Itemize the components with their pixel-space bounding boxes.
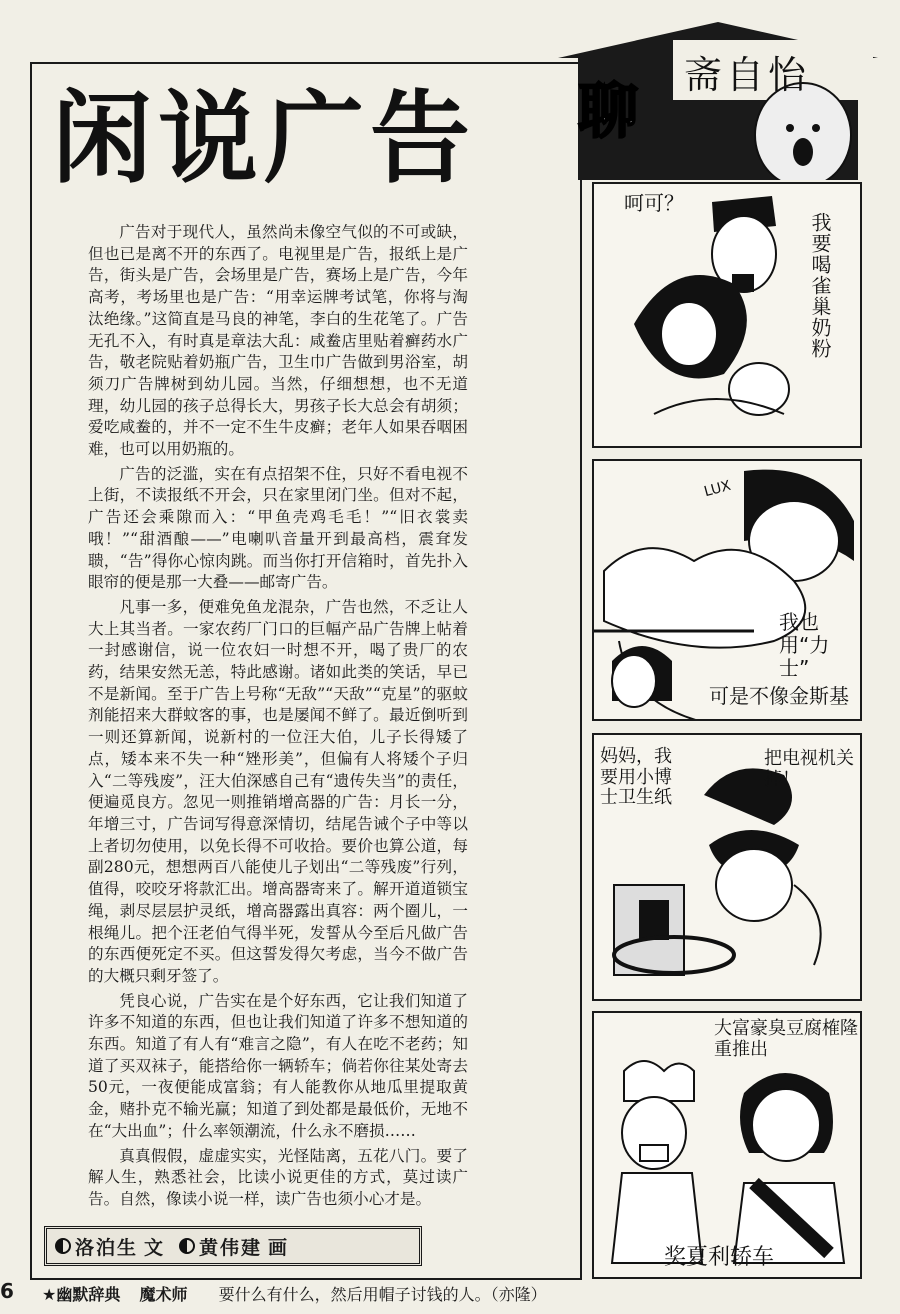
comic-panel-3 [592,733,862,1001]
footer-definition: 要什么有什么，然后用帽子讨钱的人。（亦隆） [218,1285,547,1304]
comic-panel-2 [592,459,862,721]
article-paragraph: 凭良心说，广告实在是个好东西，它让我们知道了许多不知道的东西，但也让我们知道了许多不想知道的东西。知道了有人有“难言之隐”，有人在吃不老药；知道了买双袜子，能搭给你一辆轿车；倘若你往某处寄去50元，一夜便能成富翁；有人能教你从地瓜里提取黄金，赌扑克不输光赢；知道了到处都是最低价，无地不在“大出血”；什么率领潮流，什么永不磨损…… [88,991,468,1140]
column-name: 斋自怡 [684,53,811,97]
column-label: 聊 [578,77,638,147]
speech-bubble: 可是不像金斯基 [709,684,849,708]
comic-panel-1 [592,182,862,448]
article-title: 闲说广告 [52,79,476,197]
article-paragraph: 凡事一多，便难免鱼龙混杂，广告也然，不乏让人大上其当者。一家农药厂门口的巨幅产品广告牌上帖着一封感谢信，说一位农妇一时想不开，喝了贵厂的农药，结果安然无恙，特此感谢。诸如此类的笑话，早已不是新闻。至于广告上号称“无敌”“天敌”“克星”的驱蚊剂能招来大群蚊客的事，也是屡闻不鲜了。最近倒听到一则还算新闻，说新村的一位汪大伯，儿子长得矮了点，矮本来不失一种“矬形美”，但偏有人将矮个子归入“二等残废”，汪大伯深感自己有“遗传失当”的责任，便遍觅良方。忽见一则推销增高器的广告：月长一分，年增三寸，广告词写得意深情切，结尾告诫个子中等以上者切勿使用，以免长得不可收拾。要价也算公道，每副280元，想想两百八能使儿子划出“二等残废”行列，值得，咬咬牙将款汇出。增高器寄来了。解开道道锁宝绳，剥尽层层护灵纸，增高器露出真容：两个圈儿，一根绳儿。把个汪老伯气得半死，发誓从今至后凡做广告的东西便死定不买。但这誓发得欠考虑，当今不做广告的大概只剩牙签了。 [88,597,468,985]
article-paragraph: 真真假假，虚虚实实，光怪陆离，五花八门。要了解人生，熟悉社会，比读小说更佳的方式，莫过读广告。自然，像读小说一样，读广告也须小心才是。 [88,1146,468,1208]
speech-bubble: 大富豪臭豆腐榷隆重推出 [714,1018,858,1060]
speech-bubble: 呵可？ [624,191,684,215]
comic-panel-4 [592,1011,862,1279]
article-body [88,222,468,1214]
page-number: 6 [0,1279,14,1303]
half-circle-icon [55,1238,71,1254]
illustrator-role: 画 [268,1236,288,1259]
footer-term: 魔术师 [139,1285,188,1304]
comic-drawing-2 [594,461,862,721]
article-paragraph: 广告对于现代人，虽然尚未像空气似的不可或缺，但也已是离不开的东西了。电视里是广告，报纸上是广告，街头是广告，会场里是广告，赛场上是广告，今年高考，考场里也是广告：“用幸运牌考试笔，你将与淘汰绝缘。”这简直是马良的神笔，李白的生花笔了。广告无孔不入，有时真是章法大乱：咸鲞店里贴着癣药水广告，敬老院贴着奶瓶广告，卫生巾广告做到男浴室，胡须刀广告牌树到幼儿园。当然，仔细想想，也不无道理，幼儿园的孩子总得长大，男孩子长大总会有胡须；爱吃咸鲞的，并不一定不生牛皮癣；老年人如果吞咽困难，也可以用奶瓶的。 [88,223,468,459]
speech-bubble: 我也用“力士” [779,610,830,680]
article-paragraph: 广告的泛滥，实在有点招架不住，只好不看电视不上街，不读报纸不开会，只在家里闭门坐。但对不起，广告还会乘隙而入：“甲鱼壳鸡毛毛！”“旧衣裳卖哦！”“甜酒酿——”电喇叭音量开到最高档，震耷发聩，“告”得你心惊肉跳。而当你打开信箱时，首先扑入眼帘的便是那一大叠——邮寄广告。 [88,464,468,592]
speech-bubble: 妈妈，我要用小博士卫生纸 [600,746,672,809]
byline-box [44,1226,422,1266]
speech-bubble: 把电视机关掉！ [764,748,854,790]
speech-bubble: 我要喝雀巢奶粉 [808,212,832,359]
illustrator-name: 黄伟建 [199,1236,263,1259]
author-name: 洛泊生 [75,1236,139,1259]
lux-label: LUX [702,477,733,501]
speech-bubble: 奖夏利轿车 [664,1245,775,1270]
footer-dictionary [42,1282,547,1305]
footer-label: ★幽默辞典 [42,1285,121,1304]
half-circle-icon [179,1238,195,1254]
author-role: 文 [144,1236,164,1259]
